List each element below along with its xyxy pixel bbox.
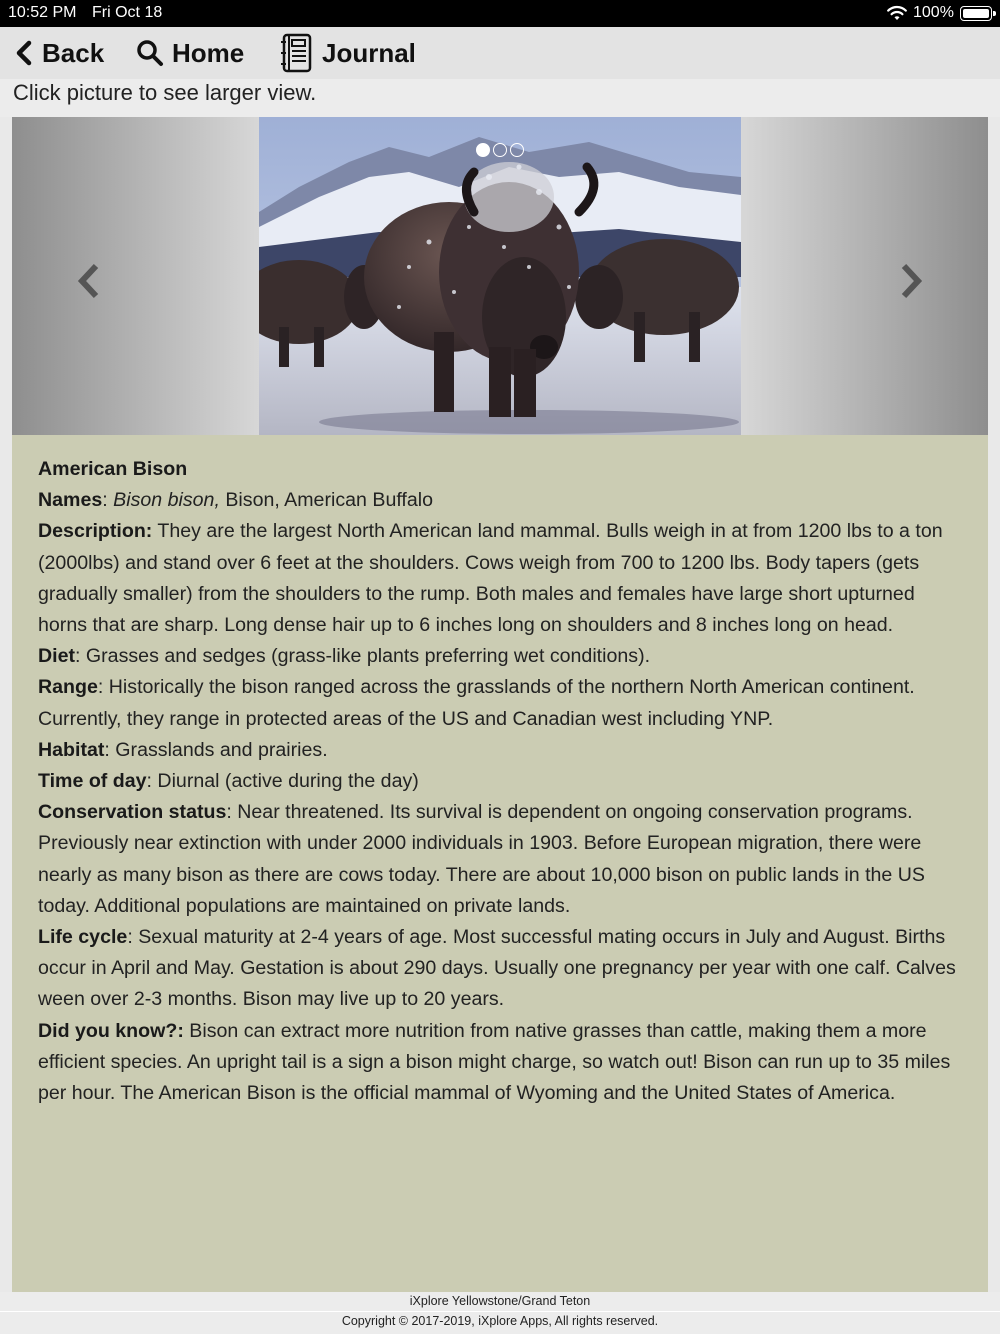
time-of-day-text: : Diurnal (active during the day) [146, 770, 419, 793]
range-row [38, 672, 968, 734]
conservation-text: : Near threatened. Its survival is dependent on ongoing conservation programs. Previously near extinction with under 2000 individuals in 1903. Before European migration, there were nearly as many bison as there are cows today. There are about 10,000 bison on public lands in the US today. Additional populations are maintained on private lands. [38, 801, 925, 917]
time-of-day-label: Time of day [38, 770, 147, 793]
journal-label: Journal [322, 37, 416, 68]
prev-arrow-icon[interactable] [74, 262, 104, 300]
status-date: Fri Oct 18 [92, 4, 163, 21]
diet-text: : Grasses and sedges (grass-like plants preferring wet conditions). [75, 645, 651, 668]
next-arrow-icon[interactable] [896, 262, 926, 300]
carousel-dot-3[interactable] [510, 143, 524, 157]
footer-divider [0, 1311, 1000, 1312]
search-icon [136, 39, 164, 67]
species-info [38, 454, 968, 1109]
navigation-bar [0, 27, 1000, 79]
wifi-icon [886, 4, 908, 22]
did-you-know-text: Bison can extract more nutrition from native grasses than cattle, making them a more efficient species. An upright tail is a sign a bison might charge, so watch out! Bison can run up to 35 miles per hour. The American Bison is the official mammal of Wyoming and the United States of America. [38, 1019, 951, 1105]
bison-image [259, 117, 741, 435]
hint-bar [0, 79, 1000, 117]
diet-label: Diet [38, 645, 76, 668]
habitat-label: Habitat [38, 738, 105, 761]
back-chevron-icon [14, 40, 34, 66]
habitat-row [38, 735, 968, 766]
journal-icon [280, 33, 314, 73]
status-bar [0, 0, 1000, 27]
range-text: : Historically the bison ranged across the grasslands of the northern North American continent. Currently, they range in protected areas of the US and Canadian west including YNP. [38, 676, 915, 730]
hint-text: Click picture to see larger view. [13, 80, 317, 105]
description-text: They are the largest North American land mammal. Bulls weigh in at from 1200 lbs to a ton (2000lbs) and stand over 6 feet at the shoulders. Cows weigh from 700 to 1200 lbs. Body tapers (gets gradually smaller) from the shoulders to the rump. Both males and females have large short upturned horns that are sharp. Long dense hair up to 6 inches long on shoulders and 8 inches long on head. [38, 520, 943, 637]
back-label: Back [42, 37, 105, 68]
footer [0, 1292, 1000, 1334]
home-label: Home [172, 37, 245, 68]
names-row: Names: Bison bison, Bison, American Buffalo [38, 489, 434, 512]
carousel-dot-2[interactable] [493, 143, 507, 157]
carousel-dots [476, 143, 524, 157]
battery-icon [960, 6, 992, 21]
status-time: 10:52 PM [8, 4, 77, 21]
species-title: American Bison [38, 458, 188, 480]
names-label: Names [38, 489, 103, 512]
time-of-day-row [38, 766, 968, 797]
life-cycle-label: Life cycle [38, 926, 128, 949]
image-carousel [12, 117, 988, 435]
info-panel [12, 435, 988, 1292]
carousel-dot-1[interactable] [476, 143, 490, 157]
home-button[interactable] [136, 37, 244, 69]
footer-app-name: iXplore Yellowstone/Grand Teton [409, 1294, 591, 1308]
conservation-row [38, 797, 968, 922]
footer-copyright: Copyright © 2017-2019, iXplore Apps, All rights reserved. [341, 1314, 659, 1328]
back-button[interactable] [14, 37, 104, 69]
diet-row [38, 641, 968, 672]
life-cycle-row [38, 922, 968, 1016]
range-label: Range [38, 676, 98, 699]
battery-percentage: 100% [913, 4, 954, 21]
scientific-name: Bison bison, [113, 489, 220, 512]
journal-button[interactable] [280, 37, 416, 69]
description-label: Description: [38, 520, 153, 543]
bison-photo[interactable] [259, 117, 741, 435]
description-row [38, 516, 968, 641]
habitat-text: : Grasslands and prairies. [104, 738, 328, 761]
life-cycle-text: : Sexual maturity at 2-4 years of age. Most successful mating occurs in July and August. Births occur in April and May. Gestation is about 290 days. Usually one pregnancy per year with one calf. Calves ween over 2-3 months. Bison may live up to 20 years. [38, 926, 956, 1011]
did-you-know-row [38, 1016, 968, 1110]
common-names: Bison, American Buffalo [219, 489, 434, 512]
conservation-label: Conservation status [38, 801, 227, 824]
did-you-know-label: Did you know?: [38, 1019, 184, 1042]
